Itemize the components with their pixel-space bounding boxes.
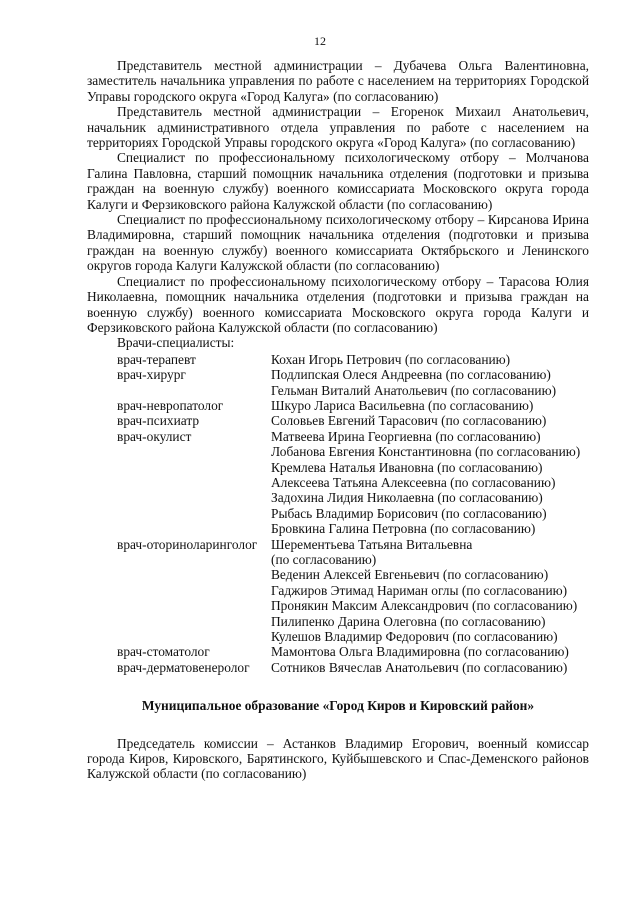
doctor-name: Пилипенко Дарина Олеговна (по согласованию) (271, 613, 546, 629)
doctor-specialty: врач-стоматолог (117, 644, 210, 660)
doctor-specialty: врач-дерматовенеролог (117, 659, 250, 675)
doctor-name: Гаджиров Этимад Нариман оглы (по согласованию) (271, 582, 568, 598)
paragraph-specialist-2: Специалист по профессиональному психологическому отбору – Кирсанова Ирина Владимировна, старший помощник начальника отделения (подготовки и призыва граждан на военную службу) военного комиссариата Октябрьского и Ленинского округов города Калуги Калужской области (по согласованию) (87, 212, 589, 274)
doctor-name: Кулешов Владимир Федорович (по согласованию) (271, 629, 558, 645)
doctor-name: Алексеева Татьяна Алексеевна (по согласованию) (271, 474, 556, 490)
doctor-row-dentist (87, 644, 589, 659)
doctor-name: Шерементьева Татьяна Витальевна (271, 536, 473, 552)
doctor-specialty: врач-невропатолог (117, 397, 224, 413)
doctor-name: Подлипская Олеся Андреевна (по согласованию) (271, 367, 551, 383)
doctor-row-dermatovenerologist (87, 660, 589, 675)
doctor-row-neurologist (87, 398, 589, 413)
document-body (87, 58, 589, 782)
doctor-name: Гельман Виталий Анатольевич (по согласованию) (271, 382, 557, 398)
doctor-specialty: врач-терапевт (117, 351, 196, 367)
doctors-heading: Врачи-специалисты: (117, 335, 235, 351)
doctor-name: Сотников Вячеслав Анатольевич (по согласованию) (271, 659, 568, 675)
paragraph-representative-1: Представитель местной администрации – Дубачева Ольга Валентиновна, заместитель начальника управления по работе с населением на территориях Городской Управы городского округа «Город Калуга» (по согласованию) (87, 58, 589, 104)
doctor-name: (по согласованию) (271, 552, 377, 567)
page-number: 12 (314, 34, 326, 48)
doctor-name: Задохина Лидия Николаевна (по согласованию) (271, 490, 543, 506)
doctor-row-oculist (87, 429, 589, 537)
doctor-row-otolaryngologist (87, 537, 589, 645)
doctors-list (87, 352, 589, 676)
paragraph-specialist-1: Специалист по профессиональному психологическому отбору – Молчанова Галина Павловна, старший помощник начальника отделения (подготовки и призыва граждан на военную службу) военного комиссариата Московского округа города Калуги и Ферзиковского района Калужской области (по согласованию) (87, 150, 589, 212)
paragraph-representative-2: Представитель местной администрации – Егоренок Михаил Анатольевич, начальник административного отдела управления по работе с населением на территориях Городской Управы городского округа «Город Калуга» (по согласованию) (87, 104, 589, 151)
doctor-name: Рыбась Владимир Борисович (по согласованию) (271, 505, 547, 521)
doctor-name: Бровкина Галина Петровна (по согласованию) (271, 521, 536, 537)
doctor-row-surgeon (87, 367, 589, 398)
doctor-name: Матвеева Ирина Георгиевна (по согласованию) (271, 428, 541, 444)
paragraph-commission-chair: Председатель комиссии – Астанков Владимир Егорович, военный комиссар города Киров, Кировского, Барятинского, Куйбышевского и Спас-Деменского районов Калужской области (по согласованию) (87, 735, 589, 782)
doctor-row-psychiatrist (87, 413, 589, 428)
doctor-specialty: врач-психиатр (117, 413, 200, 429)
doctor-specialty: врач-оториноларинголог (117, 536, 258, 552)
section-heading: Муниципальное образование «Город Киров и Кировский район» (141, 698, 535, 714)
doctor-specialty: врач-окулист (117, 428, 192, 444)
doctor-specialty: врач-хирург (117, 367, 186, 383)
paragraph-specialist-3: Специалист по профессиональному психологическому отбору – Тарасова Юлия Николаевна, помощник начальника отделения (подготовки и призыва граждан на военную службу) военного комиссариата Московского округа города Калуги и Ферзиковского района Калужской области (по согласованию) (87, 273, 589, 335)
doctor-name: Кремлева Наталья Ивановна (по согласованию) (271, 459, 543, 475)
doctor-name: Кохан Игорь Петрович (по согласованию) (271, 351, 511, 367)
doctor-name: Шкуро Лариса Васильевна (по согласованию) (271, 397, 534, 413)
doctor-row-therapist (87, 352, 589, 367)
doctor-name: Лобанова Евгения Константиновна (по согласованию) (271, 444, 581, 460)
doctor-name: Соловьев Евгений Тарасович (по согласованию) (271, 413, 547, 429)
doctor-name: Мамонтова Ольга Владимировна (по согласованию) (271, 644, 569, 660)
doctor-name: Пронякин Максим Александрович (по согласованию) (271, 598, 578, 614)
doctor-name: Веденин Алексей Евгеньевич (по согласованию) (271, 567, 549, 583)
